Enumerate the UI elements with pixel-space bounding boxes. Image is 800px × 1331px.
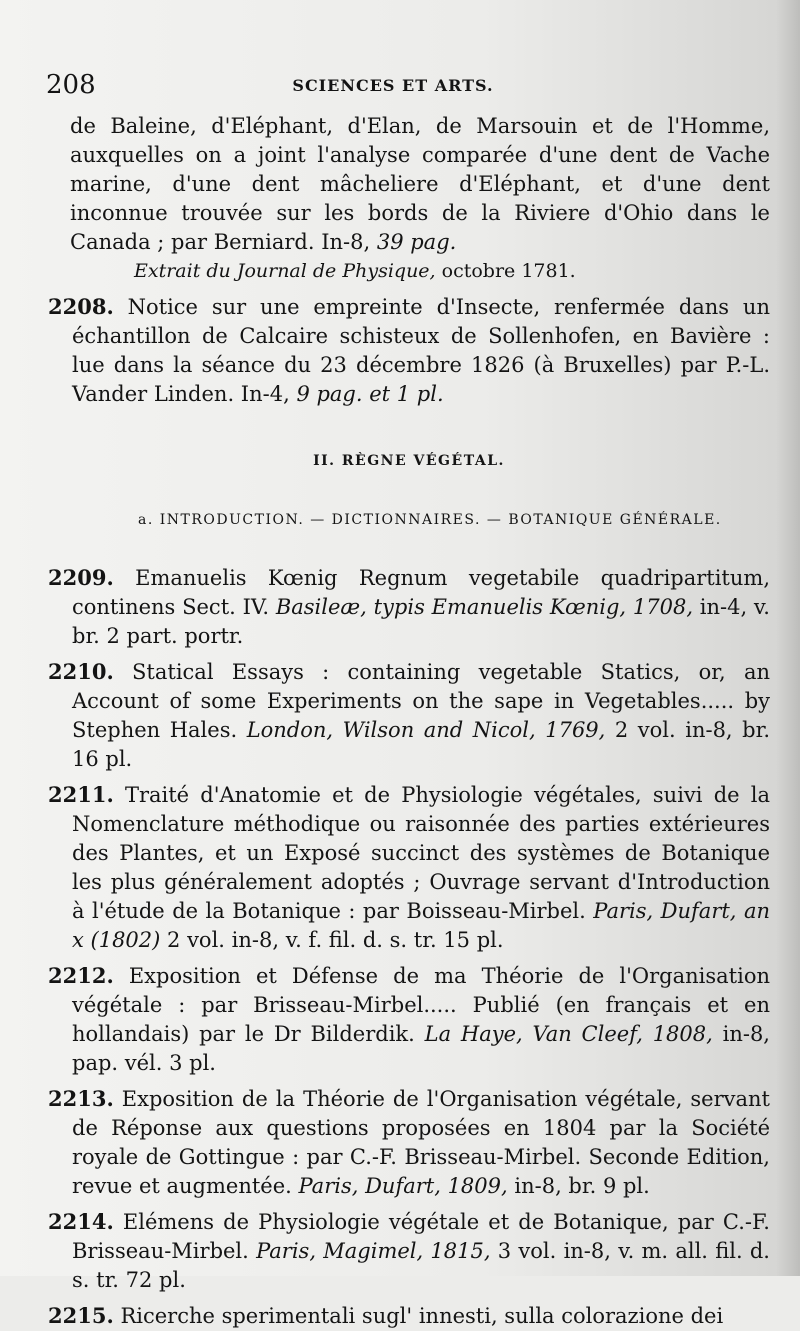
entry-text: Statical Essays : containing vegetable Statics, or, an Account of some Experiments on the sape in Vegetables..... by Stephen Hales. (72, 660, 770, 742)
entry-number: 2213. (48, 1086, 114, 1111)
entry-imprint: Basileæ, typis Emanuelis Kœnig, 1708, (275, 595, 693, 619)
entry-collation: in-8, br. 9 pl. (507, 1174, 650, 1198)
catalog-entry (48, 1301, 770, 1331)
page-body (48, 112, 770, 1331)
continued-entry-text: de Baleine, d'Eléphant, d'Elan, de Marsouin et de l'Homme, auxquelles on a joint l'analyse comparée d'une dent de Vache marine, d'une dent mâcheliere d'Eléphant, et d'une dent inconnue trouvée sur les bords de la Riviere d'Ohio dans le Canada ; par Berniard. In-8, (70, 114, 770, 254)
catalog-entry (48, 780, 770, 955)
entry-number: 2214. (48, 1209, 114, 1234)
entry-imprint: 9 pag. et 1 pl. (296, 382, 444, 406)
entry-collation: in-8, pap. vél. 3 pl. (72, 1022, 770, 1075)
entry-collation: in-4, v. br. 2 part. portr. (72, 595, 770, 648)
entry-imprint: Paris, Dufart, an x (1802) (72, 899, 770, 952)
entry-imprint: Paris, Magimel, 1815, (256, 1239, 491, 1263)
catalog-entry (48, 292, 770, 409)
continued-entry-pages: 39 pag. (376, 230, 457, 254)
entry-collation: 3 vol. in-8, v. m. all. fil. d. s. tr. 72 pl. (72, 1239, 770, 1292)
entry-number: 2208. (48, 294, 114, 319)
running-title: SCIENCES ET ARTS. (292, 76, 494, 95)
entry-text: Elémens de Physiologie végétale et de Botanique, par C.-F. Brisseau-Mirbel. (72, 1210, 770, 1263)
entries-group-a (48, 292, 770, 409)
catalog-entry (48, 657, 770, 774)
entry-number: 2212. (48, 963, 114, 988)
entry-text: Traité d'Anatomie et de Physiologie végétales, suivi de la Nomenclature méthodique ou raisonnée des parties extérieures des Plantes, et un Exposé succinct des systèmes de Botanique les plus généralement adoptés ; Ouvrage servant d'Introduction à l'étude de la Botanique : par Boisseau-Mirbel. (72, 783, 770, 923)
catalog-entry (48, 1084, 770, 1201)
entry-imprint: London, Wilson and Nicol, 1769, (246, 718, 606, 742)
entries-group-b (48, 563, 770, 1331)
entry-text: Exposition de la Théorie de l'Organisation végétale, servant de Réponse aux questions proposées en 1804 par la Société royale de Gottingue : par C.-F. Brisseau-Mirbel. Seconde Edition, revue et augmentée. (72, 1087, 770, 1198)
catalog-entry (48, 563, 770, 651)
entry-text: Emanuelis Kœnig Regnum vegetabile quadripartitum, continens Sect. IV. (72, 566, 770, 619)
catalog-entry (48, 1207, 770, 1295)
extract-date: octobre 1781. (435, 260, 576, 282)
entry-text: Notice sur une empreinte d'Insecte, renfermée dans un échantillon de Calcaire schisteux de Sollenhofen, en Bavière : lue dans la séance du 23 décembre 1826 (à Bruxelles) par P.-L. Vander Linden. In-4, (72, 295, 770, 406)
entry-imprint: Paris, Dufart, 1809, (298, 1174, 508, 1198)
page-number: 208 (46, 70, 96, 100)
page-header (46, 70, 740, 104)
section-heading: II. RÈGNE VÉGÉTAL. (313, 453, 505, 469)
catalog-entry (48, 961, 770, 1078)
extract-note (48, 257, 770, 286)
entry-collation: 2 vol. in-8, v. f. fil. d. s. tr. 15 pl. (160, 928, 504, 952)
entry-number: 2210. (48, 659, 114, 684)
entry-number: 2209. (48, 565, 114, 590)
entry-number: 2215. (48, 1303, 114, 1328)
entry-number: 2211. (48, 782, 114, 807)
continued-entry (48, 112, 770, 257)
subsection-heading: a. INTRODUCTION. — DICTIONNAIRES. — BOTANIQUE GÉNÉRALE. (138, 512, 722, 528)
entry-collation: 2 vol. in-8, br. 16 pl. (72, 718, 770, 771)
entry-imprint: La Haye, Van Cleef, 1808, (424, 1022, 713, 1046)
entry-text: Exposition et Défense de ma Théorie de l'Organisation végétale : par Brisseau-Mirbel..... Publié (en français et en hollandais) par le Dr Bilderdik. (72, 964, 770, 1046)
extract-source: Extrait du Journal de Physique, (134, 260, 436, 282)
entry-text: Ricerche sperimentali sugl' innesti, sulla colorazione dei (113, 1304, 724, 1328)
